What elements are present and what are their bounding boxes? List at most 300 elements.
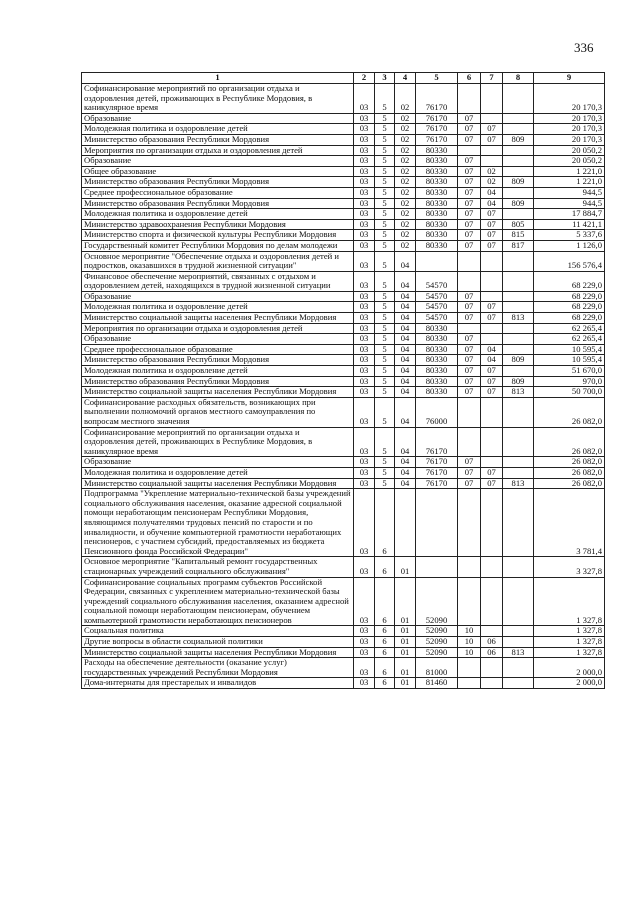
code-cell: 76170: [416, 113, 458, 124]
table-row: [82, 647, 605, 658]
code-cell: 04: [395, 355, 416, 366]
code-cell: 813: [503, 313, 534, 324]
amount-cell: 26 082,0: [534, 427, 605, 457]
amount-cell: 68 229,0: [534, 313, 605, 324]
amount-cell: 2 000,0: [534, 658, 605, 678]
code-cell: 01: [395, 658, 416, 678]
code-cell: [503, 209, 534, 220]
code-cell: 04: [395, 397, 416, 427]
code-cell: 03: [354, 291, 375, 302]
amount-cell: 5 337,6: [534, 230, 605, 241]
table-row: [82, 84, 605, 114]
code-cell: 80330: [416, 187, 458, 198]
code-cell: 07: [481, 230, 503, 241]
code-cell: 5: [375, 291, 395, 302]
code-cell: 03: [354, 678, 375, 689]
code-cell: 02: [395, 177, 416, 188]
code-cell: 76170: [416, 84, 458, 114]
code-cell: 76170: [416, 124, 458, 135]
code-cell: 07: [458, 113, 481, 124]
code-cell: [481, 457, 503, 468]
table-row: [82, 427, 605, 457]
row-name-cell: Расходы на обеспечение деятельности (оказание услуг) государственных учреждений Республики Мордовия: [82, 658, 354, 678]
code-cell: 6: [375, 647, 395, 658]
amount-cell: 11 421,1: [534, 219, 605, 230]
code-cell: [481, 577, 503, 626]
row-name-cell: Мероприятия по организации отдыха и оздоровления детей: [82, 323, 354, 334]
table-row: [82, 313, 605, 324]
row-name-cell: Молодежная политика и оздоровление детей: [82, 467, 354, 478]
table-body: [82, 84, 605, 689]
code-cell: 07: [481, 134, 503, 145]
code-cell: 03: [354, 145, 375, 156]
code-cell: 04: [395, 251, 416, 271]
code-cell: 03: [354, 302, 375, 313]
code-cell: 03: [354, 177, 375, 188]
code-cell: 07: [458, 209, 481, 220]
code-cell: 809: [503, 355, 534, 366]
code-cell: 5: [375, 344, 395, 355]
code-cell: 02: [395, 219, 416, 230]
code-cell: 76170: [416, 134, 458, 145]
code-cell: 5: [375, 156, 395, 167]
code-cell: 5: [375, 427, 395, 457]
code-cell: 809: [503, 376, 534, 387]
code-cell: [503, 113, 534, 124]
code-cell: 07: [458, 366, 481, 377]
code-cell: 03: [354, 397, 375, 427]
row-name-cell: Среднее профессиональное образование: [82, 344, 354, 355]
code-cell: 01: [395, 647, 416, 658]
code-cell: 76170: [416, 427, 458, 457]
code-cell: [503, 457, 534, 468]
code-cell: [416, 489, 458, 557]
code-cell: 04: [395, 427, 416, 457]
code-cell: [458, 323, 481, 334]
code-cell: 54570: [416, 302, 458, 313]
code-cell: 02: [395, 113, 416, 124]
code-cell: 07: [458, 291, 481, 302]
code-cell: 07: [458, 156, 481, 167]
row-name-cell: Министерство социальной защиты населения Республики Мордовия: [82, 478, 354, 489]
code-cell: 07: [458, 467, 481, 478]
code-cell: 80330: [416, 376, 458, 387]
row-name-cell: Образование: [82, 113, 354, 124]
amount-cell: 68 229,0: [534, 302, 605, 313]
row-name-cell: Молодежная политика и оздоровление детей: [82, 302, 354, 313]
row-name-cell: Социальная политика: [82, 626, 354, 637]
code-cell: [416, 557, 458, 577]
table-row: [82, 557, 605, 577]
code-cell: 02: [395, 230, 416, 241]
code-cell: 809: [503, 177, 534, 188]
code-cell: 03: [354, 427, 375, 457]
code-cell: [503, 334, 534, 345]
header-row: [82, 73, 605, 84]
code-cell: 5: [375, 467, 395, 478]
code-cell: 6: [375, 489, 395, 557]
code-cell: 03: [354, 323, 375, 334]
code-cell: 5: [375, 187, 395, 198]
code-cell: 04: [395, 291, 416, 302]
page-number: 336: [574, 40, 594, 55]
amount-cell: 156 576,4: [534, 251, 605, 271]
code-cell: 809: [503, 198, 534, 209]
header-cell: 4: [395, 73, 416, 84]
code-cell: [503, 344, 534, 355]
code-cell: 03: [354, 113, 375, 124]
code-cell: 80330: [416, 177, 458, 188]
row-name-cell: Мероприятия по организации отдыха и оздоровления детей: [82, 145, 354, 156]
code-cell: 76170: [416, 478, 458, 489]
table-row: [82, 134, 605, 145]
table-row: [82, 355, 605, 366]
code-cell: 80330: [416, 198, 458, 209]
row-name-cell: Министерство спорта и физической культуры Республики Мордовия: [82, 230, 354, 241]
code-cell: 6: [375, 577, 395, 626]
code-cell: [481, 323, 503, 334]
amount-cell: 26 082,0: [534, 478, 605, 489]
row-name-cell: Софинансирование расходных обязательств, возникающих при выполнении полномочий органов местного самоуправления по вопросам местного значения: [82, 397, 354, 427]
amount-cell: 20 050,2: [534, 156, 605, 167]
code-cell: 03: [354, 271, 375, 291]
table-row: [82, 156, 605, 167]
code-cell: 6: [375, 658, 395, 678]
row-name-cell: Молодежная политика и оздоровление детей: [82, 366, 354, 377]
table-row: [82, 113, 605, 124]
row-name-cell: Министерство образования Республики Мордовия: [82, 376, 354, 387]
code-cell: 02: [481, 177, 503, 188]
row-name-cell: Министерство здравоохранения Республики Мордовия: [82, 219, 354, 230]
amount-cell: 1 327,8: [534, 626, 605, 637]
budget-table: [81, 72, 605, 689]
code-cell: 03: [354, 387, 375, 398]
code-cell: 07: [458, 230, 481, 241]
table-row: [82, 478, 605, 489]
code-cell: [503, 467, 534, 478]
row-name-cell: Государственный комитет Республики Мордовия по делам молодежи: [82, 240, 354, 251]
table-row: [82, 291, 605, 302]
code-cell: 02: [395, 166, 416, 177]
code-cell: 04: [395, 334, 416, 345]
code-cell: 5: [375, 240, 395, 251]
amount-cell: 20 170,3: [534, 113, 605, 124]
code-cell: [458, 427, 481, 457]
code-cell: 5: [375, 271, 395, 291]
code-cell: [481, 271, 503, 291]
code-cell: 10: [458, 637, 481, 648]
row-name-cell: Софинансирование мероприятий по организации отдыха и оздоровления детей, проживающих в Республике Мордовия, в каникулярное время: [82, 427, 354, 457]
code-cell: [481, 678, 503, 689]
code-cell: 5: [375, 251, 395, 271]
code-cell: 6: [375, 626, 395, 637]
row-name-cell: Финансовое обеспечение мероприятий, связанных с отдыхом и оздоровлением детей, находящихся в трудной жизненной ситуации: [82, 271, 354, 291]
code-cell: [458, 145, 481, 156]
code-cell: [458, 557, 481, 577]
code-cell: 03: [354, 156, 375, 167]
row-name-cell: Образование: [82, 156, 354, 167]
row-name-cell: Министерство образования Республики Мордовия: [82, 134, 354, 145]
code-cell: 03: [354, 334, 375, 345]
code-cell: [481, 251, 503, 271]
code-cell: 81000: [416, 658, 458, 678]
code-cell: [503, 489, 534, 557]
code-cell: 06: [481, 647, 503, 658]
code-cell: 54570: [416, 313, 458, 324]
row-name-cell: Министерство образования Республики Мордовия: [82, 355, 354, 366]
code-cell: 04: [395, 313, 416, 324]
code-cell: 01: [395, 577, 416, 626]
code-cell: 03: [354, 647, 375, 658]
code-cell: 02: [395, 209, 416, 220]
table-row: [82, 240, 605, 251]
table-row: [82, 344, 605, 355]
code-cell: 03: [354, 230, 375, 241]
row-name-cell: Образование: [82, 334, 354, 345]
code-cell: [481, 291, 503, 302]
header-cell: 3: [375, 73, 395, 84]
code-cell: 03: [354, 557, 375, 577]
code-cell: 04: [395, 271, 416, 291]
code-cell: 03: [354, 219, 375, 230]
code-cell: 07: [481, 209, 503, 220]
row-name-cell: Министерство социальной защиты населения Республики Мордовия: [82, 313, 354, 324]
code-cell: 03: [354, 457, 375, 468]
header-cell: 9: [534, 73, 605, 84]
header-cell: 7: [481, 73, 503, 84]
code-cell: [458, 271, 481, 291]
code-cell: 04: [395, 302, 416, 313]
table-row: [82, 323, 605, 334]
code-cell: 5: [375, 313, 395, 324]
table-row: [82, 366, 605, 377]
code-cell: 07: [481, 366, 503, 377]
code-cell: [503, 427, 534, 457]
code-cell: [481, 489, 503, 557]
table-row: [82, 387, 605, 398]
code-cell: 5: [375, 166, 395, 177]
code-cell: 07: [458, 177, 481, 188]
header-cell: 5: [416, 73, 458, 84]
code-cell: 01: [395, 678, 416, 689]
code-cell: 04: [395, 457, 416, 468]
code-cell: 03: [354, 658, 375, 678]
code-cell: 805: [503, 219, 534, 230]
code-cell: 02: [395, 84, 416, 114]
code-cell: [458, 84, 481, 114]
code-cell: 07: [458, 124, 481, 135]
code-cell: [503, 156, 534, 167]
code-cell: 02: [395, 124, 416, 135]
code-cell: [458, 397, 481, 427]
code-cell: [481, 84, 503, 114]
code-cell: 76000: [416, 397, 458, 427]
table-row: [82, 658, 605, 678]
amount-cell: 3 327,8: [534, 557, 605, 577]
code-cell: [481, 658, 503, 678]
row-name-cell: Министерство образования Республики Мордовия: [82, 177, 354, 188]
code-cell: 02: [395, 198, 416, 209]
code-cell: 02: [395, 145, 416, 156]
code-cell: 10: [458, 626, 481, 637]
code-cell: 04: [395, 376, 416, 387]
code-cell: 80330: [416, 145, 458, 156]
table-row: [82, 637, 605, 648]
code-cell: 5: [375, 376, 395, 387]
table-row: [82, 626, 605, 637]
code-cell: 54570: [416, 271, 458, 291]
code-cell: 5: [375, 113, 395, 124]
code-cell: [503, 323, 534, 334]
code-cell: 6: [375, 557, 395, 577]
code-cell: 813: [503, 647, 534, 658]
code-cell: 6: [375, 637, 395, 648]
code-cell: 07: [481, 376, 503, 387]
row-name-cell: Другие вопросы в области социальной политики: [82, 637, 354, 648]
code-cell: 03: [354, 251, 375, 271]
code-cell: 03: [354, 637, 375, 648]
code-cell: [503, 124, 534, 135]
row-name-cell: Основное мероприятие "Капитальный ремонт государственных стационарных учреждений социального обслуживания": [82, 557, 354, 577]
header-cell: 6: [458, 73, 481, 84]
code-cell: 80330: [416, 323, 458, 334]
table-row: [82, 271, 605, 291]
code-cell: 80330: [416, 166, 458, 177]
code-cell: 07: [458, 334, 481, 345]
amount-cell: 944,5: [534, 198, 605, 209]
code-cell: 07: [481, 467, 503, 478]
code-cell: 76170: [416, 467, 458, 478]
code-cell: 03: [354, 166, 375, 177]
table-row: [82, 678, 605, 689]
code-cell: 03: [354, 366, 375, 377]
code-cell: [481, 113, 503, 124]
code-cell: 07: [481, 124, 503, 135]
code-cell: 52090: [416, 637, 458, 648]
code-cell: [503, 291, 534, 302]
amount-cell: 20 170,3: [534, 134, 605, 145]
code-cell: 80330: [416, 219, 458, 230]
code-cell: 5: [375, 366, 395, 377]
code-cell: 07: [481, 240, 503, 251]
amount-cell: 26 082,0: [534, 467, 605, 478]
amount-cell: 20 170,3: [534, 124, 605, 135]
amount-cell: 68 229,0: [534, 291, 605, 302]
row-name-cell: Молодежная политика и оздоровление детей: [82, 209, 354, 220]
amount-cell: 20 050,2: [534, 145, 605, 156]
amount-cell: 1 327,8: [534, 577, 605, 626]
code-cell: 5: [375, 84, 395, 114]
row-name-cell: Основное мероприятие "Обеспечение отдыха и оздоровления детей и подростков, оказавшихся в трудной жизненной ситуации": [82, 251, 354, 271]
row-name-cell: Образование: [82, 291, 354, 302]
code-cell: 5: [375, 219, 395, 230]
amount-cell: 1 221,0: [534, 166, 605, 177]
code-cell: [481, 626, 503, 637]
table-row: [82, 230, 605, 241]
code-cell: [503, 302, 534, 313]
code-cell: [503, 145, 534, 156]
code-cell: 03: [354, 376, 375, 387]
code-cell: 815: [503, 230, 534, 241]
code-cell: 07: [458, 376, 481, 387]
code-cell: 5: [375, 124, 395, 135]
amount-cell: 3 781,4: [534, 489, 605, 557]
code-cell: 52090: [416, 626, 458, 637]
amount-cell: 1 327,8: [534, 637, 605, 648]
code-cell: 04: [481, 187, 503, 198]
code-cell: [458, 577, 481, 626]
header-cell: 1: [82, 73, 354, 84]
code-cell: 03: [354, 577, 375, 626]
code-cell: [503, 251, 534, 271]
code-cell: 04: [395, 344, 416, 355]
code-cell: [481, 145, 503, 156]
amount-cell: 970,0: [534, 376, 605, 387]
code-cell: [503, 658, 534, 678]
amount-cell: 17 884,7: [534, 209, 605, 220]
code-cell: 03: [354, 489, 375, 557]
code-cell: 07: [458, 302, 481, 313]
code-cell: 80330: [416, 156, 458, 167]
code-cell: 02: [395, 240, 416, 251]
code-cell: 5: [375, 334, 395, 345]
code-cell: [458, 251, 481, 271]
code-cell: 5: [375, 355, 395, 366]
code-cell: 01: [395, 626, 416, 637]
code-cell: 07: [458, 166, 481, 177]
table-row: [82, 302, 605, 313]
code-cell: [416, 251, 458, 271]
row-name-cell: Софинансирование мероприятий по организации отдыха и оздоровления детей, проживающих в Республике Мордовия, в каникулярное время: [82, 84, 354, 114]
row-name-cell: Общее образование: [82, 166, 354, 177]
amount-cell: 26 082,0: [534, 457, 605, 468]
code-cell: 07: [481, 302, 503, 313]
code-cell: 07: [458, 457, 481, 468]
table-row: [82, 397, 605, 427]
code-cell: 01: [395, 557, 416, 577]
amount-cell: 68 229,0: [534, 271, 605, 291]
table-row: [82, 577, 605, 626]
code-cell: 07: [458, 313, 481, 324]
row-name-cell: Подпрограмма "Укрепление материально-технической базы учреждений социального обслуживания населения, оказание адресной социальной помощи неработающим пенсионерам Республики Мордовия, являющимся получателями трудовых пенсий по старости и по инвалидности, и обучение компьютерной грамотности неработающих пенсионеров, с участием субсидий, предоставляемых из бюджета Пенсионного фонда Российской Федерации": [82, 489, 354, 557]
code-cell: 03: [354, 355, 375, 366]
code-cell: [481, 427, 503, 457]
code-cell: 10: [458, 647, 481, 658]
header-cell: 8: [503, 73, 534, 84]
code-cell: 07: [458, 344, 481, 355]
row-name-cell: Софинансирование социальных программ субъектов Российской Федерации, связанных с укреплением материально-технической базы учреждений социального обслуживания населения, оказанием адресной социальной помощи неработающим пенсионерам, обучением компьютерной грамотности неработающих пенсионеров: [82, 577, 354, 626]
code-cell: 81460: [416, 678, 458, 689]
table-row: [82, 198, 605, 209]
row-name-cell: Среднее профессиональное образование: [82, 187, 354, 198]
table-row: [82, 187, 605, 198]
code-cell: 80330: [416, 366, 458, 377]
code-cell: 5: [375, 145, 395, 156]
table-row: [82, 166, 605, 177]
code-cell: 02: [395, 187, 416, 198]
code-cell: [481, 397, 503, 427]
code-cell: 03: [354, 344, 375, 355]
code-cell: 04: [395, 366, 416, 377]
table-row: [82, 209, 605, 220]
table-row: [82, 489, 605, 557]
code-cell: [503, 577, 534, 626]
code-cell: 80330: [416, 240, 458, 251]
code-cell: 03: [354, 626, 375, 637]
code-cell: 04: [395, 467, 416, 478]
code-cell: 04: [395, 387, 416, 398]
code-cell: 813: [503, 387, 534, 398]
